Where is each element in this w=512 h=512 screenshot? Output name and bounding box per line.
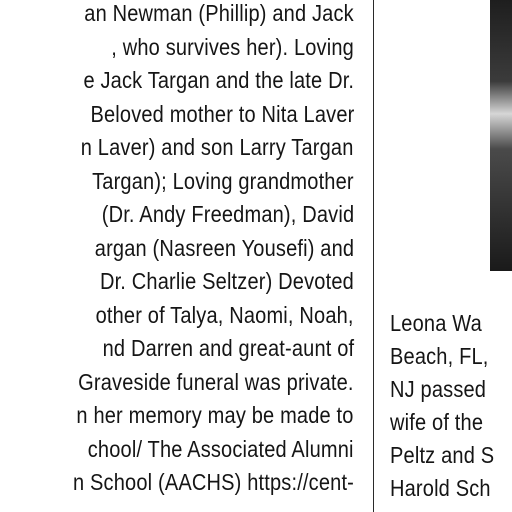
text-line: e Jack Targan and the late Dr. bbox=[83, 67, 354, 93]
text-line: n School (AACHS) https://cent- bbox=[72, 469, 354, 495]
text-line: nd Darren and great-aunt of bbox=[102, 335, 354, 361]
text-line: Leona Wa bbox=[390, 310, 482, 336]
text-line: other of Talya, Naomi, Noah, bbox=[95, 302, 354, 328]
text-line: argan (Nasreen Yousefi) and bbox=[94, 235, 354, 261]
portrait-photo bbox=[490, 0, 512, 271]
text-line: Targan); Loving grandmother bbox=[92, 168, 354, 194]
text-line: wife of the bbox=[390, 409, 484, 435]
text-line: an Newman (Phillip) and Jack bbox=[84, 0, 354, 26]
text-line: (Dr. Andy Freedman), David bbox=[101, 201, 354, 227]
text-line: Harold Sch bbox=[390, 475, 491, 501]
text-line: Beloved mother to Nita Laver bbox=[89, 101, 354, 127]
text-line: n Laver) and son Larry Targan bbox=[81, 134, 354, 160]
text-line: n her memory may be made to bbox=[76, 402, 354, 428]
text-line: Dr. Charlie Seltzer) Devoted bbox=[100, 268, 354, 294]
text-line: Peltz and S bbox=[390, 442, 495, 468]
text-line: Graveside funeral was private. bbox=[78, 369, 354, 395]
column-divider bbox=[373, 0, 374, 512]
text-line: Beach, FL, bbox=[390, 343, 489, 369]
text-line: chool/ The Associated Alumni bbox=[88, 436, 354, 462]
text-line: , who survives her). Loving bbox=[111, 34, 354, 60]
text-line: NJ passed bbox=[390, 376, 487, 402]
obituary-right-column bbox=[390, 310, 512, 512]
